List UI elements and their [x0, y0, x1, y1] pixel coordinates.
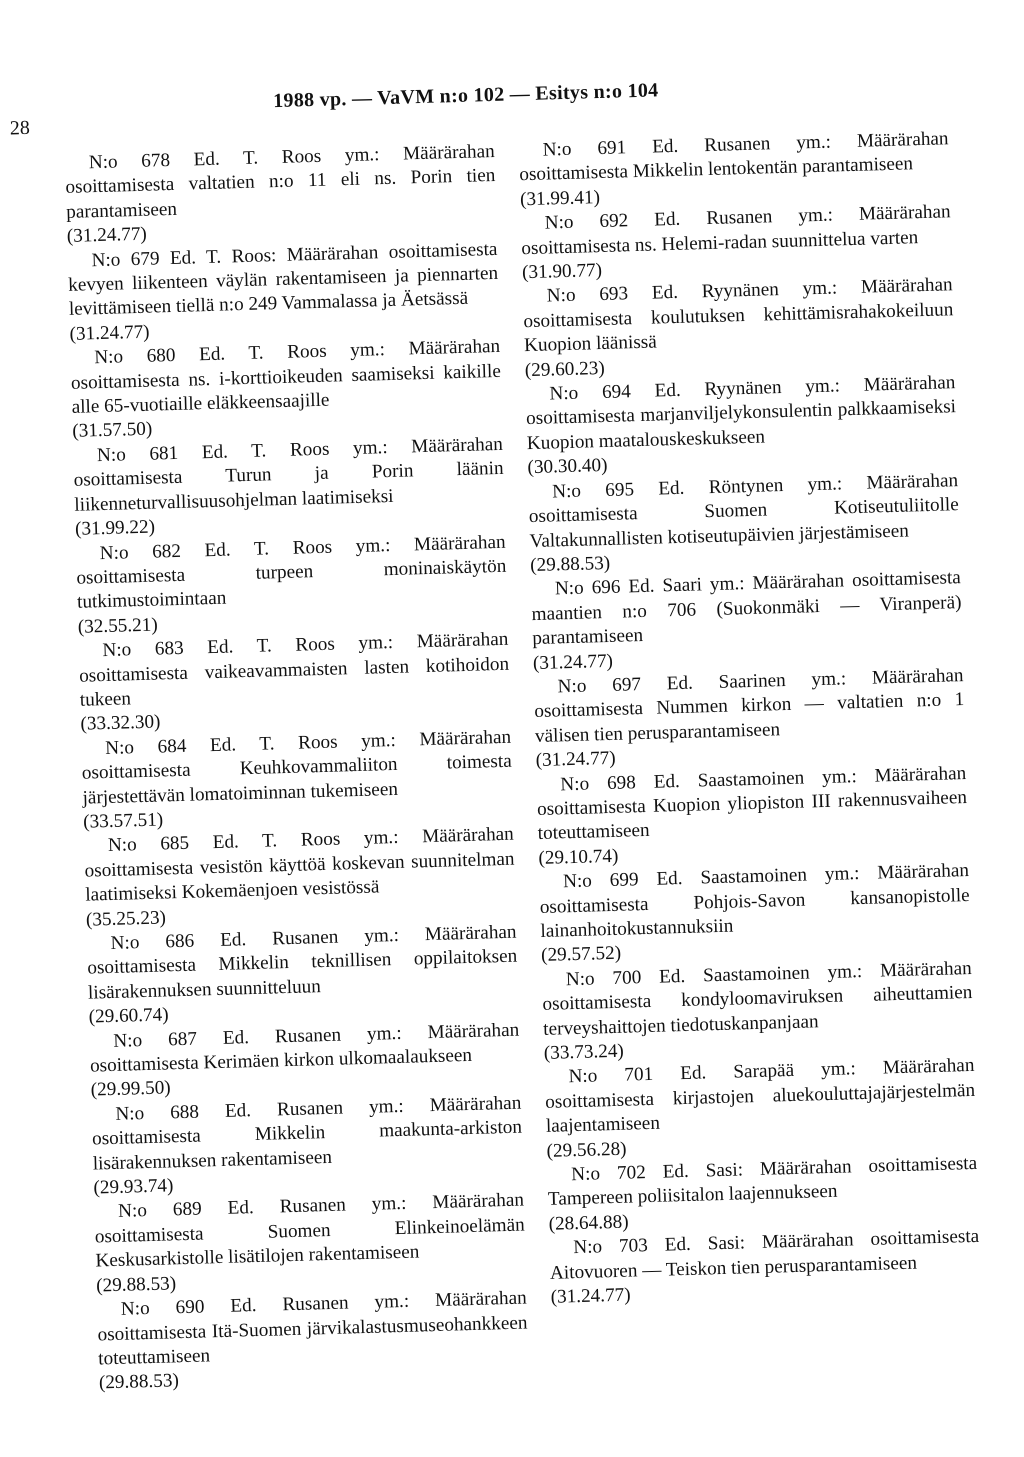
motion-text: N:o 687 Ed. Rusanen ym.: Määrärahan osoittamisesta Kerimäen kirkon ulkomaalaukseen	[89, 1019, 520, 1077]
motion-text: N:o 692 Ed. Rusanen ym.: Määrärahan osoittamisesta ns. Helemi-radan suunnittelua varten	[521, 201, 951, 259]
motion-text: N:o 697 Ed. Saarinen ym.: Määrärahan osoittamisesta Nummen kirkon — valtatien n:o 1 välisen tien perusparantamiseen	[534, 664, 965, 747]
motion-text: N:o 688 Ed. Rusanen ym.: Määrärahan osoittamisesta Mikkelin maakunta-arkiston lisärakennuksen rakentamiseen	[91, 1092, 523, 1175]
list-item	[73, 433, 506, 543]
motion-text: N:o 690 Ed. Rusanen ym.: Määrärahan osoittamisesta Itä-Suomen järvikalastusmuseohankkeen toteuttamiseen	[97, 1287, 528, 1370]
budget-reference: (33.32.30)	[80, 711, 161, 736]
motion-text: N:o 699 Ed. Saastamoinen ym.: Määrärahan osoittamisesta Pohjois-Savon kansanopistolle lainanhoitokustannuksiin	[539, 860, 970, 942]
budget-reference: (29.93.74)	[93, 1175, 174, 1199]
budget-reference: (31.24.77)	[532, 650, 614, 674]
budget-reference: (31.99.22)	[74, 516, 156, 540]
list-item	[89, 1018, 521, 1103]
list-item	[528, 469, 961, 579]
budget-reference: (30.30.40)	[527, 455, 608, 479]
motion-text: N:o 678 Ed. T. Roos ym.: Määrärahan osoittamisesta valtatien n:o 11 eli ns. Porin tien parantamiseen	[65, 140, 496, 223]
budget-reference: (29.10.74)	[538, 845, 619, 869]
motion-text: N:o 686 Ed. Rusanen ym.: Määrärahan osoittamisesta Mikkelin teknillisen oppilaitoksen lisärakennuksen suunnitteluun	[87, 921, 518, 1004]
list-item	[84, 823, 517, 933]
list-item	[94, 1189, 527, 1299]
motion-text: N:o 683 Ed. T. Roos ym.: Määrärahan osoittamisesta vaikeavammaisten lasten kotihoidon tukeen	[78, 628, 510, 711]
budget-reference: (29.57.52)	[540, 943, 622, 967]
motion-text: N:o 689 Ed. Rusanen ym.: Määrärahan osoittamisesta Suomen Elinkeinoelämän Keskusarkistolle lisätilojen rakentamiseen	[94, 1189, 525, 1272]
budget-reference: (29.88.53)	[95, 1272, 177, 1297]
list-item	[70, 335, 503, 445]
budget-reference: (29.99.50)	[90, 1077, 171, 1102]
list-item	[81, 725, 514, 835]
right-column	[518, 127, 981, 1310]
page-number: 28	[9, 116, 31, 140]
budget-reference: (31.99.41)	[519, 186, 601, 211]
list-item	[536, 762, 969, 872]
budget-reference: (32.55.21)	[77, 614, 158, 638]
budget-reference: (29.60.74)	[88, 1004, 169, 1028]
motion-text: N:o 682 Ed. T. Roos ym.: Määrärahan osoittamisesta turpeen moninaiskäytön tutkimustoimintaan	[76, 531, 507, 614]
motion-text: N:o 695 Ed. Röntynen ym.: Määrärahan osoittamisesta Suomen Kotiseutuliitolle Valtakunnallisten kotiseutupäivien järjestämiseen	[528, 469, 960, 552]
list-item	[65, 140, 498, 250]
budget-reference: (31.90.77)	[521, 260, 603, 284]
list-item	[75, 530, 508, 640]
motion-text: N:o 691 Ed. Rusanen ym.: Määrärahan osoittamisesta Mikkelin lentokentän parantamiseen	[519, 128, 949, 186]
motion-text: N:o 680 Ed. T. Roos ym.: Määrärahan osoittamisesta ns. i-korttioikeuden saamiseksi kaikille alle 65-vuotiaille eläkkeensaajille	[70, 336, 502, 418]
left-column	[65, 140, 530, 1396]
list-item	[86, 921, 519, 1031]
motion-text: N:o 684 Ed. T. Roos ym.: Määrärahan osoittamisesta Keuhkovammaliiton toimesta järjestettävän lomatoiminnan tukemiseen	[81, 726, 513, 809]
budget-reference: (31.57.50)	[72, 419, 153, 443]
motion-text: N:o 693 Ed. Ryynänen ym.: Määrärahan osoittamisesta koulutuksen kehittämisrahakokeiluun Kuopion läänissä	[523, 274, 954, 357]
budget-reference: (33.73.24)	[543, 1040, 625, 1064]
list-item	[67, 238, 500, 348]
list-item	[531, 566, 964, 676]
motion-text: N:o 702 Ed. Sasi: Määrärahan osoittamisesta Tampereen poliisitalon laajennukseen	[547, 1152, 978, 1211]
list-item	[525, 371, 958, 481]
budget-reference: (28.64.88)	[548, 1211, 629, 1235]
motion-text: N:o 701 Ed. Sarapää ym.: Määrärahan osoittamisesta kirjastojen aluekouluttajajärjestelmän laajentamiseen	[544, 1055, 976, 1138]
motion-text: N:o 700 Ed. Saastamoinen ym.: Määrärahan osoittamisesta kondyloomaviruksen aiheuttamien terveyshaittojen tiedotuskanpanjaan	[542, 957, 973, 1040]
list-item	[91, 1091, 524, 1201]
list-item	[78, 628, 511, 738]
list-item	[542, 957, 975, 1067]
budget-reference: (31.24.77)	[69, 321, 150, 345]
motion-text: N:o 685 Ed. T. Roos ym.: Määrärahan osoittamisesta vesistön käyttöä koskevan suunnitelman laatimiseksi Kokemäenjoen vesistössä	[84, 824, 515, 906]
motion-text: N:o 696 Ed. Saari ym.: Määrärahan osoittamisesta maantien n:o 706 (Suokonmäki — Viranperä) parantamiseen	[531, 567, 962, 650]
motion-text: N:o 698 Ed. Saastamoinen ym.: Määrärahan osoittamisesta Kuopion yliopiston III rakennusvaiheen toteuttamiseen	[536, 762, 968, 845]
motion-text: N:o 679 Ed. T. Roos: Määrärahan osoittamisesta kevyen liikenteen väylän rakentamiseen ja piennarten levittämiseen tiellä n:o 249 Vammalassa ja Äetsässä	[67, 238, 499, 321]
budget-reference: (31.24.77)	[535, 747, 616, 772]
list-item	[549, 1225, 981, 1310]
list-item	[97, 1287, 530, 1397]
motion-text: N:o 681 Ed. T. Roos ym.: Määrärahan osoittamisesta Turun ja Porin läänin liikenneturvallisuusohjelman laatimiseksi	[73, 433, 504, 516]
list-item	[533, 664, 966, 774]
budget-reference: (29.88.53)	[529, 552, 611, 577]
list-item	[539, 859, 972, 969]
motion-text: N:o 694 Ed. Ryynänen ym.: Määrärahan osoittamisesta marjanviljelykonsulentin palkkaamiseksi Kuopion maatalouskeskukseen	[525, 372, 957, 455]
running-head: 1988 vp. — VaVM n:o 102 — Esitys n:o 104	[272, 79, 659, 113]
budget-reference: (33.57.51)	[82, 809, 164, 833]
budget-reference: (35.25.23)	[85, 907, 167, 931]
budget-reference: (31.24.77)	[66, 223, 148, 248]
list-item	[544, 1054, 977, 1164]
list-item	[547, 1152, 979, 1237]
budget-reference: (29.60.23)	[524, 357, 606, 381]
list-item	[518, 127, 950, 212]
motion-text: N:o 703 Ed. Sasi: Määrärahan osoittamisesta Aitovuoren — Teiskon tien perusparantamiseen	[549, 1226, 980, 1284]
list-item	[522, 274, 955, 384]
budget-reference: (31.24.77)	[550, 1284, 631, 1308]
budget-reference: (29.88.53)	[98, 1370, 180, 1394]
budget-reference: (29.56.28)	[546, 1138, 627, 1162]
list-item	[520, 200, 952, 285]
